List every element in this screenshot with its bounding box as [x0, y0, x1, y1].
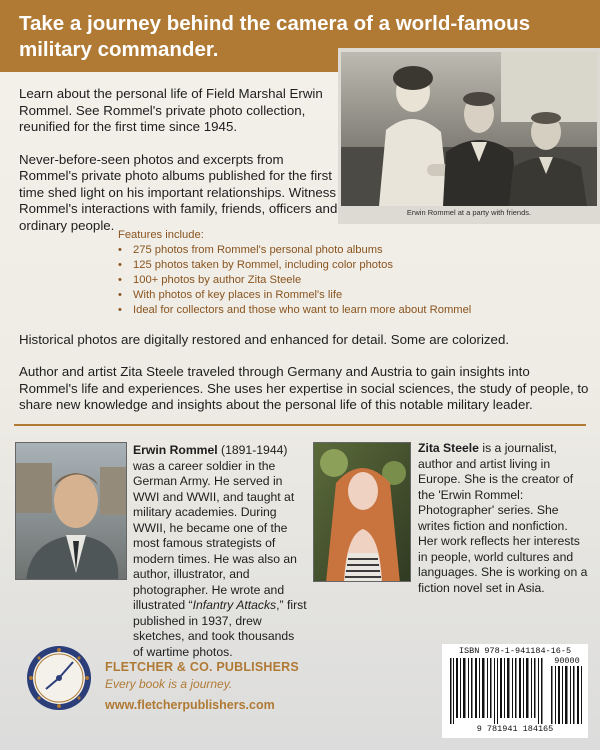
restoration-note: Historical photos are digitally restored and enhanced for detail. Some are colorized.	[19, 332, 510, 347]
steele-name: Zita Steele	[418, 441, 479, 455]
isbn-barcode	[442, 644, 588, 738]
price-code: 90000	[554, 656, 580, 666]
features-list	[118, 228, 548, 318]
party-photo-frame	[338, 48, 600, 224]
party-photo	[341, 52, 597, 206]
feature-item: • 100+ photos by author Zita Steele	[118, 273, 548, 288]
feature-item: • 125 photos taken by Rommel, including color photos	[118, 258, 548, 273]
feature-item: • With photos of key places in Rommel's life	[118, 288, 548, 303]
publisher-block	[26, 645, 386, 735]
rommel-bio	[133, 443, 307, 660]
features-label: Features include:	[118, 229, 204, 241]
publisher-name: FLETCHER & CO. PUBLISHERS	[105, 660, 299, 674]
steele-bio-text: is a journalist, author and artist living in Europe. She is the creator of the 'Erwin Rommel: Photographer' series. She writes fiction and nonfiction. Her work reflects her interests in people, world cultures and languages. She is working on a fiction novel set in Asia.	[418, 441, 588, 595]
publisher-logo-icon	[26, 645, 92, 711]
intro-paragraph-1: Learn about the personal life of Field Marshal Erwin Rommel. See Rommel's private photo collection, reunified for the first time since 1945.	[19, 86, 323, 134]
feature-item: • Ideal for collectors and those who want to learn more about Rommel	[118, 303, 548, 318]
barcode-number: 9 781941 184165	[476, 724, 554, 734]
rommel-portrait	[15, 442, 127, 580]
headline: Take a journey behind the camera of a world-famous military commander.	[19, 12, 531, 61]
rommel-bio-text-2: ,” first published in 1937, drew sketches, and took thousands of wartime photos.	[133, 598, 307, 659]
rommel-bio-text-1: (1891-1944) was a career soldier in the German Army. He served in WWI and WWII, and taught at military academies. During WWII, he became one of the most famous strategists of modern times. He was also an author, illustrator, and photographer. He wrote and illustrated “	[133, 443, 297, 612]
photo-caption: Erwin Rommel at a party with friends.	[406, 208, 532, 217]
feature-item: • 275 photos from Rommel's personal photo albums	[118, 243, 548, 258]
author-travel-paragraph: Author and artist Zita Steele traveled through Germany and Austria to gain insights into Rommel's life and experiences. She uses her expertise in social sciences, the study of people, to share new knowledge and insights about the personal life of this notable military leader.	[19, 364, 589, 412]
ean-barcode-bars	[448, 658, 546, 724]
steele-bio	[418, 441, 588, 596]
intro-paragraph-2: Never-before-seen photos and excerpts from Rommel's private photo albums published for the first time shed light on his important relationships. Witness Rommel's interactions with family, friends, officers and ordinary people.	[19, 151, 338, 233]
intro-text	[19, 86, 339, 250]
steele-portrait	[313, 442, 411, 582]
publisher-tagline: Every book is a journey.	[105, 677, 233, 691]
publisher-url[interactable]: www.fletcherpublishers.com	[105, 698, 275, 712]
book-title: Infantry Attacks	[192, 598, 277, 612]
isbn-text: ISBN 978-1-941184-16-5	[458, 646, 572, 656]
section-divider	[14, 424, 586, 426]
rommel-name: Erwin Rommel	[133, 443, 218, 457]
price-code-bars	[550, 666, 584, 724]
